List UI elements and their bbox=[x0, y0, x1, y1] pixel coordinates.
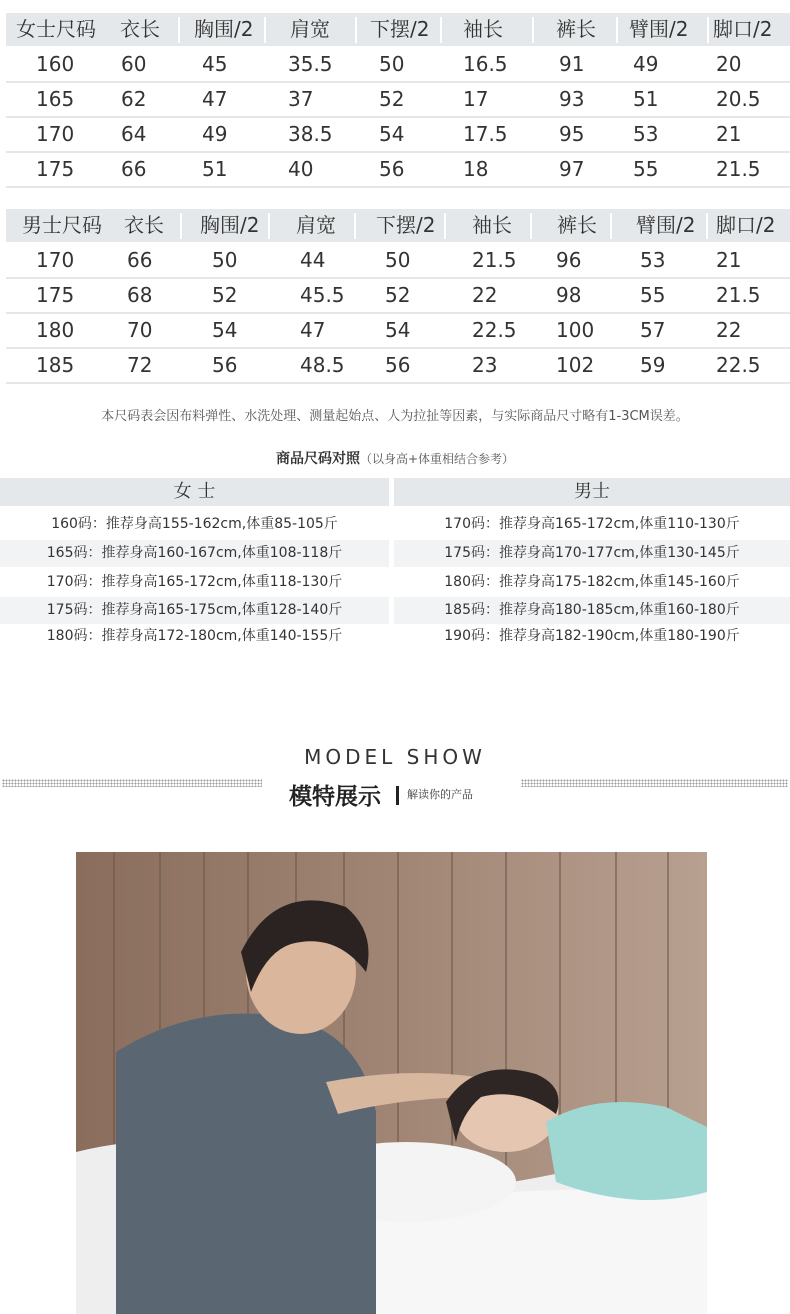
model-show-subtitle: 解读你的产品 bbox=[407, 788, 473, 801]
table-cell: 23 bbox=[472, 353, 498, 377]
table-row bbox=[6, 48, 790, 83]
list-item: 180码：推荐身高175-182cm,体重145-160斤 bbox=[444, 574, 740, 590]
header-cell: 下摆/2 bbox=[370, 17, 430, 41]
table-row bbox=[6, 279, 790, 314]
header-cell: 女士尺码 bbox=[16, 17, 96, 41]
list-item: 170码：推荐身高165-172cm,体重110-130斤 bbox=[444, 516, 740, 532]
table-row bbox=[6, 83, 790, 118]
table-cell: 21 bbox=[716, 248, 742, 272]
table-cell: 35.5 bbox=[288, 52, 333, 76]
header-cell: 裤长 bbox=[556, 17, 596, 41]
list-item: 175码：推荐身高165-175cm,体重128-140斤 bbox=[0, 597, 389, 624]
men-table-header bbox=[6, 209, 790, 244]
header-cell: 肩宽 bbox=[296, 213, 336, 237]
list-item: 185码：推荐身高180-185cm,体重160-180斤 bbox=[394, 597, 790, 624]
table-cell: 21.5 bbox=[472, 248, 517, 272]
table-cell: 54 bbox=[379, 122, 405, 146]
list-item: 160码：推荐身高155-162cm,体重85-105斤 bbox=[51, 516, 338, 532]
list-item: 190码：推荐身高182-190cm,体重180-190斤 bbox=[444, 628, 740, 644]
table-cell: 17.5 bbox=[463, 122, 508, 146]
header-cell: 胸围/2 bbox=[200, 213, 260, 237]
table-cell: 180 bbox=[36, 318, 75, 342]
table-cell: 98 bbox=[556, 283, 582, 307]
table-row bbox=[6, 153, 790, 188]
table-cell: 50 bbox=[385, 248, 411, 272]
header-cell: 袖长 bbox=[472, 213, 512, 237]
list-item: 170码：推荐身高165-172cm,体重118-130斤 bbox=[46, 574, 343, 590]
table-cell: 21.5 bbox=[716, 157, 761, 181]
table-cell: 22.5 bbox=[716, 353, 761, 377]
header-cell: 男士尺码 bbox=[22, 213, 102, 237]
women-size-table bbox=[6, 13, 790, 188]
header-cell: 衣长 bbox=[120, 17, 160, 41]
table-cell: 22.5 bbox=[472, 318, 517, 342]
table-cell: 50 bbox=[379, 52, 405, 76]
table-cell: 96 bbox=[556, 248, 582, 272]
table-cell: 70 bbox=[127, 318, 153, 342]
table-cell: 57 bbox=[640, 318, 666, 342]
table-cell: 102 bbox=[556, 353, 595, 377]
table-cell: 170 bbox=[36, 122, 75, 146]
model-show-title-cn: 模特展示 bbox=[289, 784, 381, 810]
table-cell: 68 bbox=[127, 283, 153, 307]
table-cell: 53 bbox=[633, 122, 659, 146]
header-cell: 脚口/2 bbox=[713, 17, 773, 41]
table-cell: 55 bbox=[640, 283, 666, 307]
table-cell: 170 bbox=[36, 248, 75, 272]
model-photo bbox=[76, 852, 707, 1314]
header-cell: 胸围/2 bbox=[194, 17, 254, 41]
table-cell: 17 bbox=[463, 87, 489, 111]
table-row bbox=[6, 349, 790, 384]
women-reference-header: 女 士 bbox=[0, 478, 389, 506]
table-cell: 50 bbox=[212, 248, 238, 272]
header-cell: 肩宽 bbox=[290, 17, 330, 41]
table-cell: 22 bbox=[472, 283, 498, 307]
table-cell: 64 bbox=[121, 122, 147, 146]
table-cell: 59 bbox=[640, 353, 666, 377]
men-reference-header: 男士 bbox=[394, 478, 790, 506]
table-cell: 95 bbox=[559, 122, 585, 146]
table-cell: 22 bbox=[716, 318, 742, 342]
list-item: 175码：推荐身高170-177cm,体重130-145斤 bbox=[394, 540, 790, 567]
header-cell: 袖长 bbox=[463, 17, 503, 41]
table-cell: 49 bbox=[202, 122, 228, 146]
table-cell: 100 bbox=[556, 318, 595, 342]
table-cell: 66 bbox=[127, 248, 153, 272]
title-divider-bar bbox=[396, 786, 399, 805]
table-cell: 37 bbox=[288, 87, 314, 111]
table-cell: 21.5 bbox=[716, 283, 761, 307]
list-item: 180码：推荐身高172-180cm,体重140-155斤 bbox=[46, 628, 343, 644]
table-cell: 56 bbox=[385, 353, 411, 377]
table-cell: 18 bbox=[463, 157, 489, 181]
table-cell: 56 bbox=[212, 353, 238, 377]
reference-title-main: 商品尺码对照 bbox=[275, 451, 360, 467]
table-cell: 62 bbox=[121, 87, 147, 111]
table-cell: 60 bbox=[121, 52, 147, 76]
dotted-divider-left bbox=[2, 779, 262, 787]
women-table-header bbox=[6, 13, 790, 48]
table-cell: 40 bbox=[288, 157, 314, 181]
dotted-divider-right bbox=[521, 779, 788, 787]
header-cell: 衣长 bbox=[124, 213, 164, 237]
table-cell: 16.5 bbox=[463, 52, 508, 76]
table-cell: 93 bbox=[559, 87, 585, 111]
header-cell: 裤长 bbox=[557, 213, 597, 237]
header-cell: 臂围/2 bbox=[629, 17, 689, 41]
table-cell: 72 bbox=[127, 353, 153, 377]
table-cell: 48.5 bbox=[300, 353, 345, 377]
table-cell: 54 bbox=[385, 318, 411, 342]
model-show-title-en: MODEL SHOW bbox=[304, 745, 486, 769]
table-cell: 45 bbox=[202, 52, 228, 76]
table-cell: 185 bbox=[36, 353, 75, 377]
table-cell: 47 bbox=[300, 318, 326, 342]
table-cell: 54 bbox=[212, 318, 238, 342]
table-cell: 44 bbox=[300, 248, 326, 272]
header-cell: 臂围/2 bbox=[636, 213, 696, 237]
men-size-table bbox=[6, 209, 790, 384]
reference-subtitle: （以身高+体重相结合参考） bbox=[359, 452, 515, 466]
header-cell: 下摆/2 bbox=[376, 213, 436, 237]
table-cell: 56 bbox=[379, 157, 405, 181]
table-row bbox=[6, 314, 790, 349]
table-row bbox=[6, 244, 790, 279]
table-cell: 52 bbox=[385, 283, 411, 307]
table-cell: 47 bbox=[202, 87, 228, 111]
table-cell: 51 bbox=[633, 87, 659, 111]
table-cell: 160 bbox=[36, 52, 75, 76]
table-cell: 165 bbox=[36, 87, 75, 111]
table-cell: 55 bbox=[633, 157, 659, 181]
table-cell: 175 bbox=[36, 283, 75, 307]
table-cell: 97 bbox=[559, 157, 585, 181]
table-cell: 53 bbox=[640, 248, 666, 272]
table-cell: 175 bbox=[36, 157, 75, 181]
table-cell: 91 bbox=[559, 52, 585, 76]
header-cell: 脚口/2 bbox=[716, 213, 776, 237]
table-cell: 20.5 bbox=[716, 87, 761, 111]
table-cell: 45.5 bbox=[300, 283, 345, 307]
table-cell: 66 bbox=[121, 157, 147, 181]
table-cell: 52 bbox=[379, 87, 405, 111]
table-cell: 20 bbox=[716, 52, 742, 76]
table-cell: 51 bbox=[202, 157, 228, 181]
table-row bbox=[6, 118, 790, 153]
table-cell: 49 bbox=[633, 52, 659, 76]
list-item: 165码：推荐身高160-167cm,体重108-118斤 bbox=[0, 540, 389, 567]
size-disclaimer: 本尺码表会因布料弹性、水洗处理、测量起始点、人为拉扯等因素，与实际商品尺寸略有1-3CM误差。 bbox=[101, 409, 689, 424]
table-cell: 52 bbox=[212, 283, 238, 307]
reference-title bbox=[0, 448, 790, 468]
table-cell: 21 bbox=[716, 122, 742, 146]
table-cell: 38.5 bbox=[288, 122, 333, 146]
